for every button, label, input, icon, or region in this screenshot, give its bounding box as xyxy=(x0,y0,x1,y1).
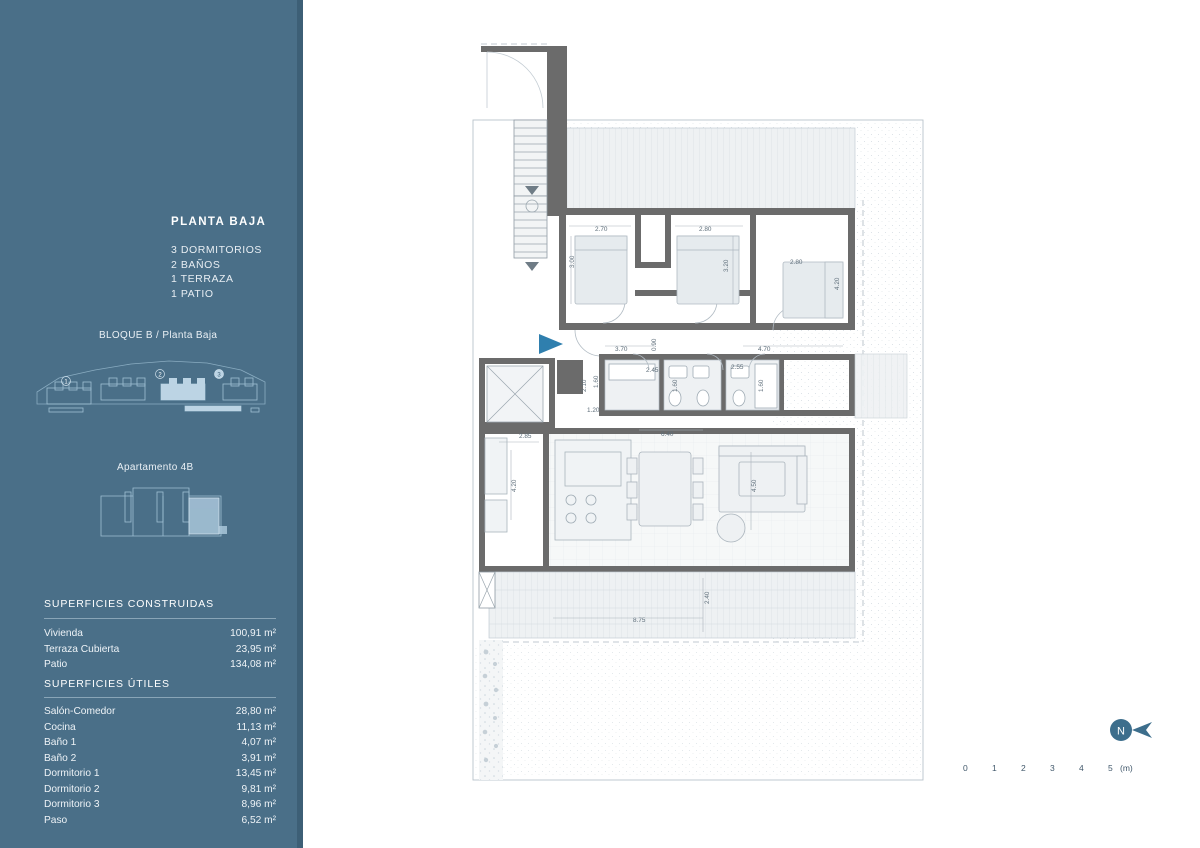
row-value: 11,13 m² xyxy=(236,721,276,733)
row-value: 3,91 m² xyxy=(241,752,276,764)
table-row xyxy=(44,644,276,660)
row-value: 23,95 m² xyxy=(235,643,276,655)
table-row xyxy=(44,659,276,675)
row-label: Salón-Comedor xyxy=(44,706,116,717)
dimension-label: 4.50 xyxy=(751,479,758,492)
dimension-label: 2.85 xyxy=(519,433,532,440)
row-label: Dormitorio 1 xyxy=(44,768,100,779)
scale-tick-0: 0 xyxy=(963,763,968,773)
row-label: Paso xyxy=(44,814,68,826)
table-row xyxy=(44,768,276,784)
dimension-label: 1.60 xyxy=(593,375,600,388)
row-label: Dormitorio 2 xyxy=(44,783,100,795)
table-row xyxy=(44,753,276,769)
row-value: 100,91 m² xyxy=(230,628,276,639)
row-label: Terraza Cubierta xyxy=(44,643,120,655)
section-divider xyxy=(44,697,276,698)
dimension-label: 2.40 xyxy=(704,591,711,604)
dimension-label: 4.70 xyxy=(758,346,771,353)
table-row xyxy=(44,722,276,738)
dimension-label: 2.55 xyxy=(731,364,744,371)
apartment-label: Apartamento 4B xyxy=(117,462,194,473)
table-row xyxy=(44,784,276,800)
row-label: Patio xyxy=(44,659,68,670)
dimension-label: 3.20 xyxy=(723,259,730,272)
scale-bar xyxy=(963,715,1153,787)
dimension-label: 2.70 xyxy=(595,226,608,233)
vegetation-strip xyxy=(479,640,503,780)
row-label: Baño 2 xyxy=(44,752,77,764)
scale-tick-2: 2 xyxy=(1021,763,1026,773)
row-value: 13,45 m² xyxy=(235,768,276,779)
row-value: 8,96 m² xyxy=(241,799,276,810)
dimension-label: 2.45 xyxy=(646,367,659,374)
scale-tick-5: 5 xyxy=(1108,763,1113,773)
row-label: Cocina xyxy=(44,721,76,733)
dimension-label: 0.90 xyxy=(651,338,658,351)
block-marker-2: 2 xyxy=(158,372,162,379)
svg-text:N: N xyxy=(1117,725,1125,738)
table-construidas xyxy=(44,628,276,675)
table-row xyxy=(44,815,276,831)
row-value: 28,80 m² xyxy=(235,706,276,717)
plan-summary-item: 3 DORMITORIOS xyxy=(171,244,262,256)
row-label: Baño 1 xyxy=(44,737,77,748)
row-value: 6,52 m² xyxy=(241,814,276,826)
page-title: PLANTA BAJA xyxy=(171,216,267,228)
side-deck xyxy=(855,354,907,418)
section-divider xyxy=(44,618,276,619)
dimension-label: 1.60 xyxy=(758,379,765,392)
scale-tick-3: 3 xyxy=(1050,763,1055,773)
dimension-label: 2.10 xyxy=(581,379,588,392)
block-marker-1: 1 xyxy=(64,379,68,386)
dimension-label: 1.20 xyxy=(587,407,600,414)
row-value: 134,08 m² xyxy=(230,659,276,670)
section-heading-construidas: SUPERFICIES CONSTRUIDAS xyxy=(44,598,215,610)
dimension-label: 4.20 xyxy=(834,277,841,290)
entrance-arrow-icon xyxy=(539,334,563,354)
scale-unit: (m) xyxy=(1120,763,1133,773)
plan-summary-item: 1 PATIO xyxy=(171,287,214,300)
dimension-label: 3.00 xyxy=(569,255,576,268)
upper-terrace xyxy=(559,128,855,210)
plan-summary-item: 2 BAÑOS xyxy=(171,258,221,271)
table-utiles xyxy=(44,706,276,830)
dimension-label: 3.70 xyxy=(615,346,628,353)
row-label: Dormitorio 3 xyxy=(44,799,100,810)
scale-tick-1: 1 xyxy=(992,763,997,773)
apartment-key-diagram xyxy=(97,478,237,548)
table-row xyxy=(44,706,276,722)
dimension-label: 1.60 xyxy=(672,379,679,392)
row-value: 9,81 m² xyxy=(241,783,276,795)
kitchen-furniture xyxy=(485,438,631,540)
block-marker-3: 3 xyxy=(217,372,221,379)
dimension-label: 4.20 xyxy=(511,479,518,492)
dimension-label: 8.75 xyxy=(633,617,646,624)
dimension-label: 2.80 xyxy=(699,226,712,233)
row-value: 4,07 m² xyxy=(241,737,276,748)
section-heading-utiles: SUPERFICIES ÚTILES xyxy=(44,678,170,690)
dimension-label: 2.80 xyxy=(790,259,803,266)
plan-summary-list xyxy=(171,243,262,301)
table-row xyxy=(44,799,276,815)
row-label: Vivienda xyxy=(44,628,83,639)
table-row xyxy=(44,737,276,753)
service-core xyxy=(479,358,583,428)
block-label: BLOQUE B / Planta Baja xyxy=(99,330,218,341)
dimension-label: 6.40 xyxy=(661,431,674,438)
staircase xyxy=(514,120,547,271)
living-kitchen-block xyxy=(479,428,855,572)
sidebar xyxy=(0,0,303,848)
table-row xyxy=(44,628,276,644)
scale-tick-4: 4 xyxy=(1079,763,1084,773)
block-key-diagram xyxy=(35,348,267,424)
lower-terrace xyxy=(479,572,855,638)
plan-summary-item: 1 TERRAZA xyxy=(171,273,234,286)
